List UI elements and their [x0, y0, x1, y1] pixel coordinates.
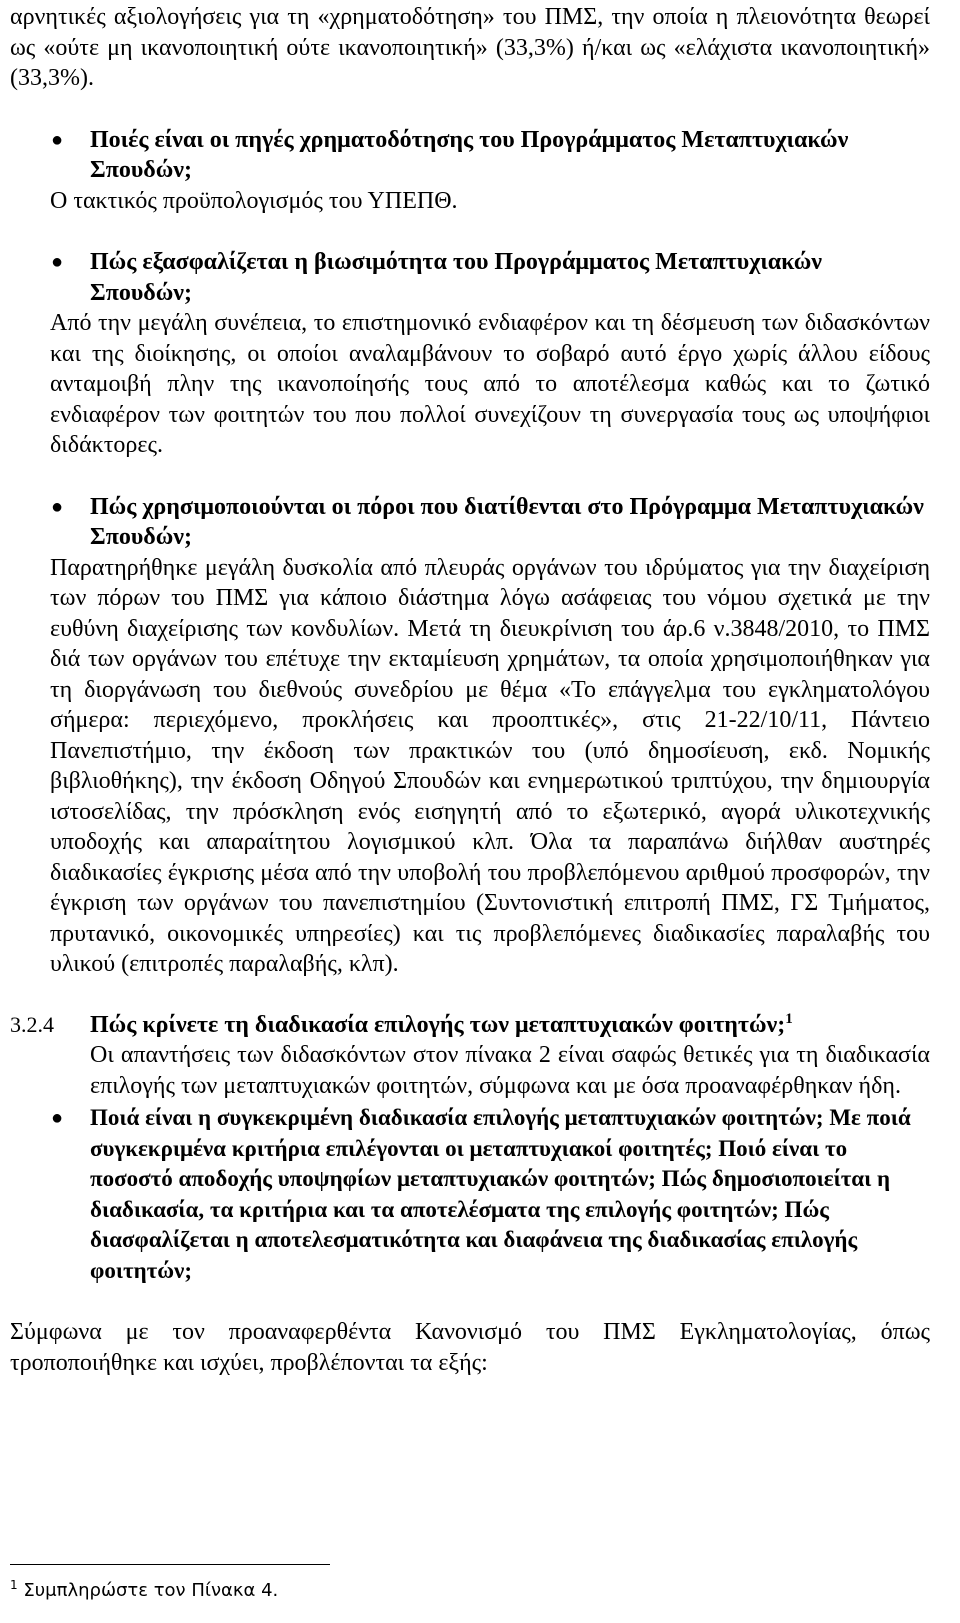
- section-3-2-4: [10, 1010, 930, 1102]
- q2-block: [10, 247, 930, 308]
- section-bullet-question: Ποιά είναι η συγκεκριμένη διαδικασία επιλογής μεταπτυχιακών φοιτητών; Με ποιά συγκεκριμένα κριτήρια επιλέγονται οι μεταπτυχιακοί φοιτητές; Ποιό είναι το ποσοστό αποδοχής υποψηφίων μεταπτυχιακών φοιτητών; Πώς δημοσιοποιείται η διαδικασία, τα κριτήρια και τα αποτελέσματα της επιλογής φοιτητών; Πώς διασφαλίζεται η αποτελεσματικότητα και διαφάνεια της διαδικασίας επιλογής φοιτητών;: [90, 1105, 911, 1283]
- footnote-text: Συμπληρώστε τον Πίνακα 4.: [23, 1580, 279, 1601]
- section-number: 3.2.4: [10, 1011, 54, 1037]
- q3-answer: Παρατηρήθηκε μεγάλη δυσκολία από πλευράς οργάνων του ιδρύματος για την διαχείριση των πόρων του ΠΜΣ για κάποιο διάστημα λόγω ασάφειας του νόμου σχετικά με την ευθύνη διαχείρισης των κονδυλίων. Μετά τη διευκρίνιση του άρ.6 ν.3848/2010, το ΠΜΣ διά των οργάνων του επέτυχε την εκταμίευση χρημάτων, τα οποία χρησιμοποιήθηκαν για τη διοργάνωση του διεθνούς συνεδρίου με θέμα «Το επάγγελμα του εγκληματολόγου σήμερα: περιεχόμενο, προκλήσεις και προοπτικές», στις 21-22/10/11, Πάντειο Πανεπιστήμιο, την έκδοση των πρακτικών του (υπό δημοσίευση, εκδ. Νομικής βιβλιοθήκης), την έκδοση Οδηγού Σπουδών και ενημερωτικού τριπτύχου, την δημιουργία ιστοσελίδας, την πρόσκληση ενός εισηγητή από το εξωτερικό, αγορά υλικοτεχνικής υποδοχής και απαραίτητου λογισμικού κλπ. Όλα τα παραπάνω διήλθαν αυστηρές διαδικασίες έγκρισης μέσα από την υποβολή του προβλεπόμενου αριθμού προσφορών, την έγκριση των οργάνων του πανεπιστημίου (Συντονιστική επιτροπή ΠΜΣ, ΓΣ Τμήματος, πρυτανικό, οικονομικές υπηρεσίες) και τις προβλεπόμενες διαδικασίες παραλαβής του υλικού (επιτροπές παραλαβής, κλπ).: [50, 554, 930, 977]
- q1-question: Ποιές είναι οι πηγές χρηματοδότησης του Προγράμματος Μεταπτυχιακών Σπουδών;: [90, 126, 849, 183]
- closing-paragraph: Σύμφωνα με τον προαναφερθέντα Κανονισμό του ΠΜΣ Εγκληματολογίας, όπως τροποποιήθηκε και ισχύει, προβλέπονται τα εξής:: [10, 1319, 930, 1376]
- q2-question: Πώς εξασφαλίζεται η βιωσιμότητα του Προγράμματος Μεταπτυχιακών Σπουδών;: [90, 249, 823, 306]
- footnote-number: 1: [10, 1578, 18, 1592]
- document-page: [0, 2, 960, 1623]
- footnote-reference[interactable]: 1: [785, 1010, 793, 1027]
- q3-block: [10, 492, 930, 553]
- q2-answer: Από την μεγάλη συνέπεια, το επιστημονικό ενδιαφέρον και τη δέσμευση των διδασκόντων και της διοίκησης, οι οποίοι αναλαμβάνουν το σοβαρό αυτό έργο χωρίς άλλου είδους ανταμοιβή πλην της ικανοποίησής τους από το αποτέλεσμα καθώς και το ζωτικό ενδιαφέρον των φοιτητών του που πολλοί συνεχίζουν τη συνεργασία τους ως υποψήφιοι διδάκτορες.: [50, 310, 930, 458]
- bullet-icon: ●: [51, 128, 64, 151]
- q1-block: [10, 125, 930, 186]
- section-bullet-block: [10, 1103, 930, 1286]
- section-heading: [90, 1010, 930, 1041]
- section-answer: Οι απαντήσεις των διδασκόντων στον πίνακα 2 είναι σαφώς θετικές για τη διαδικασία επιλογής των μεταπτυχιακών φοιτητών, σύμφωνα και με όσα προαναφέρθηκαν ήδη.: [90, 1042, 930, 1099]
- bullet-icon: ●: [51, 1107, 64, 1129]
- q1-answer: Ο τακτικός προϋπολογισμός του ΥΠΕΠΘ.: [50, 187, 458, 214]
- bullet-icon: ●: [51, 495, 64, 518]
- intro-paragraph: αρνητικές αξιολογήσεις για τη «χρηματοδότηση» του ΠΜΣ, την οποία η πλειονότητα θεωρεί ως «ούτε μη ικανοποιητική ούτε ικανοποιητική» (33,3%) ή/και ως «ελάχιστα ικανοποιητική» (33,3%).: [10, 4, 930, 91]
- bullet-icon: ●: [51, 251, 64, 273]
- footnote: [10, 1573, 278, 1603]
- section-heading-text: Πώς κρίνετε τη διαδικασία επιλογής των μεταπτυχιακών φοιτητών;: [90, 1011, 786, 1038]
- q3-question: Πώς χρησιμοποιούνται οι πόροι που διατίθενται στο Πρόγραμμα Μεταπτυχιακών Σπουδών;: [90, 493, 924, 550]
- footnote-divider: [10, 1564, 330, 1565]
